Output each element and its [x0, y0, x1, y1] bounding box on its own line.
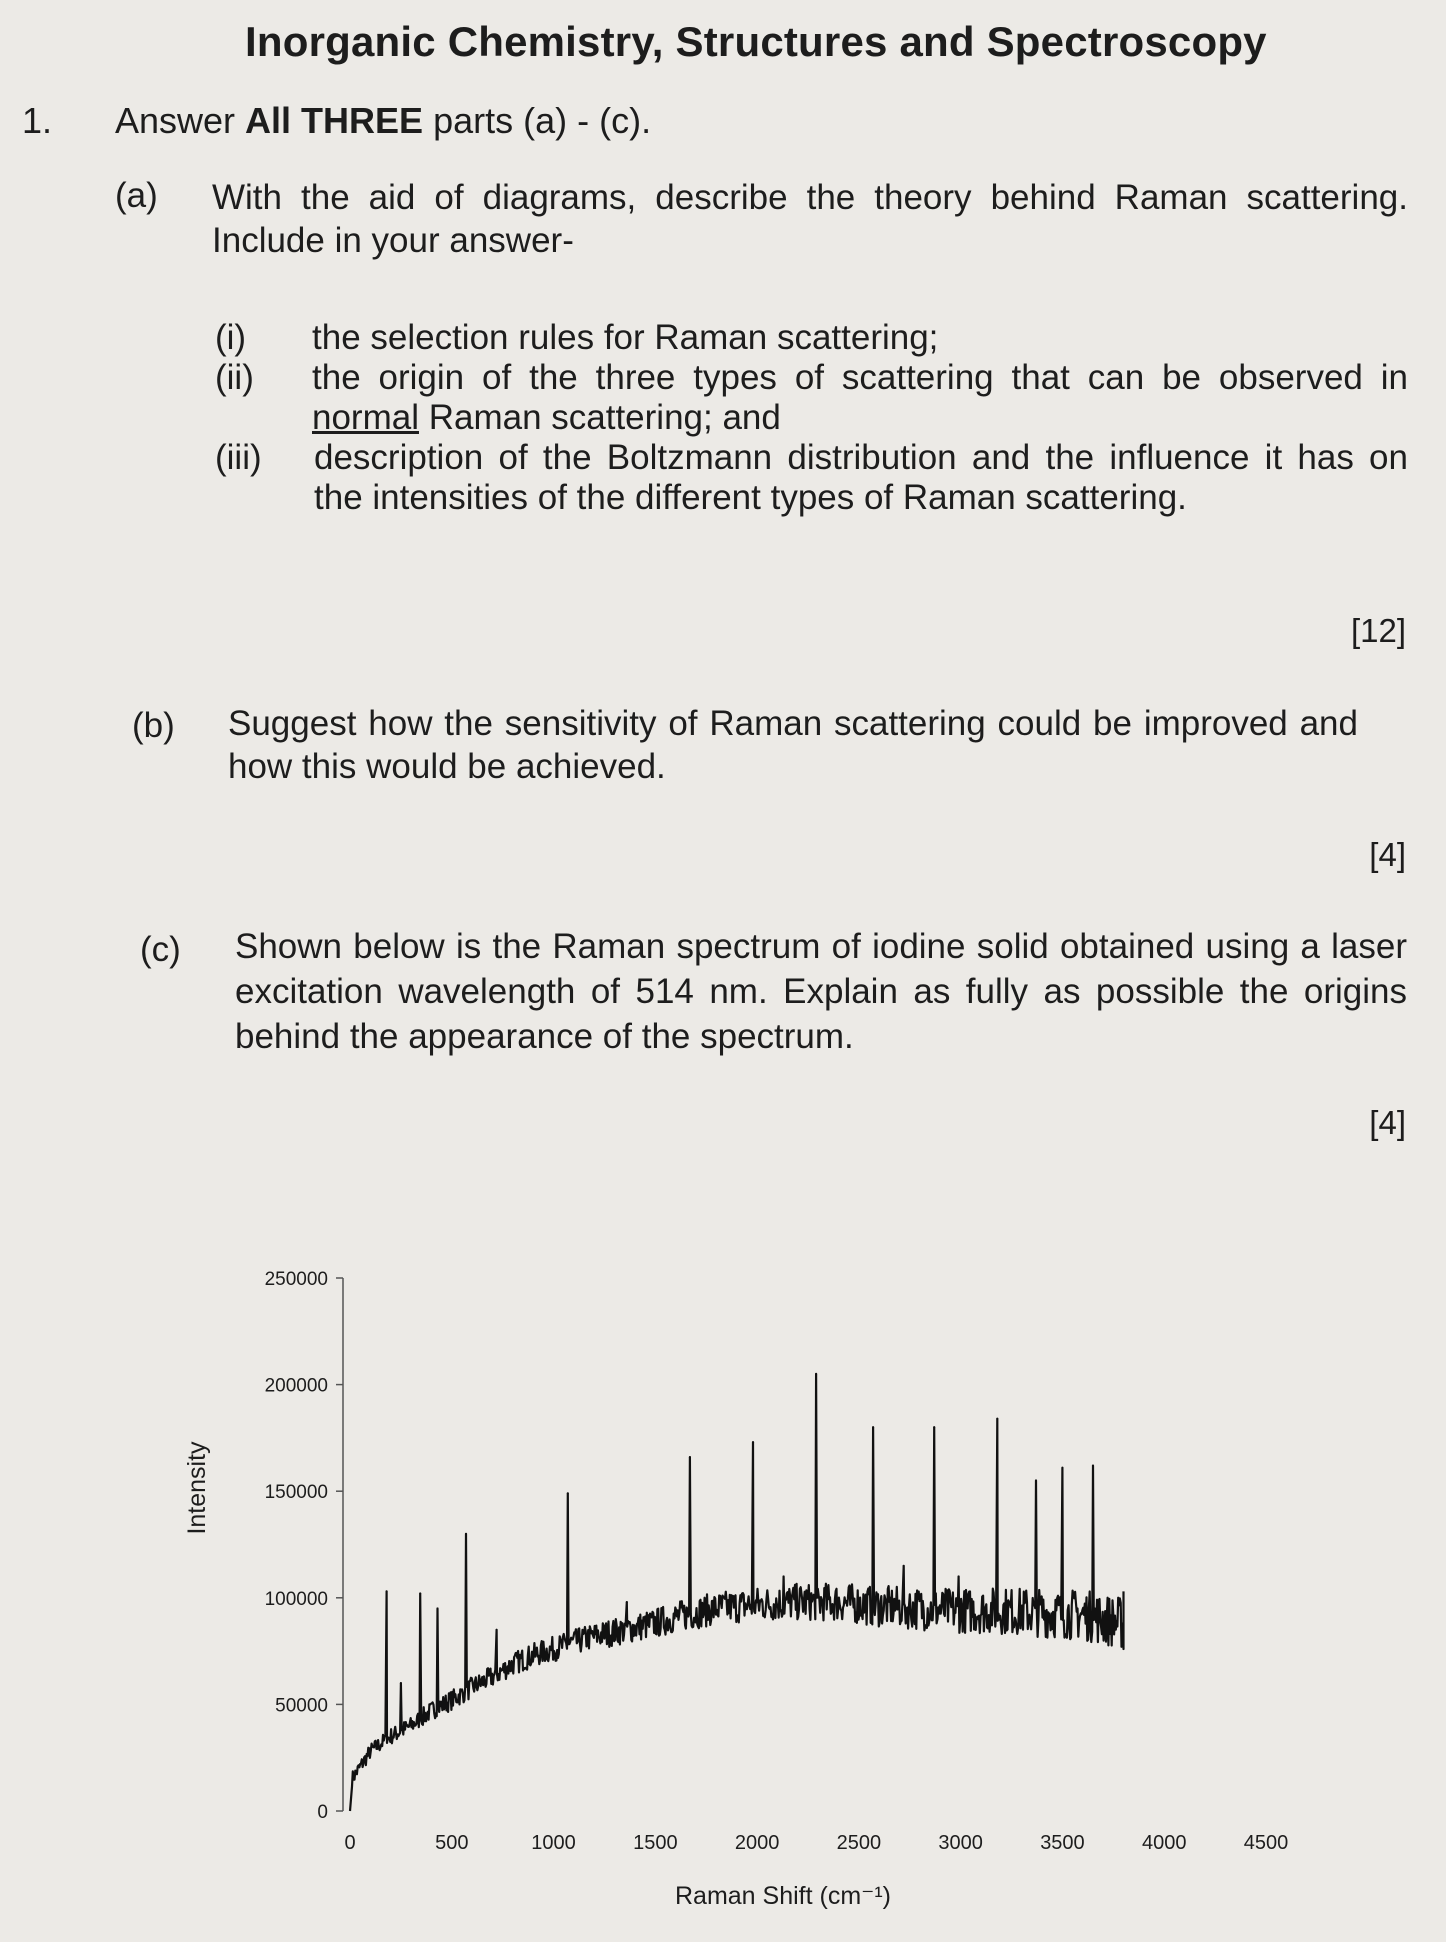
- instruction-bold: All THREE: [245, 100, 424, 141]
- spectrum-peak: [689, 1456, 691, 1458]
- part-a-item-iii-label: (iii): [215, 438, 262, 477]
- y-axis-label: Intensity: [183, 1441, 211, 1535]
- spectrum-peak: [958, 1575, 960, 1577]
- instruction-pre: Answer: [115, 100, 246, 141]
- spectrum-peak: [626, 1601, 628, 1603]
- spectrum-peak: [1061, 1467, 1063, 1469]
- y-tick-label: 200000: [264, 1375, 328, 1397]
- spectrum-peak: [465, 1533, 467, 1535]
- item-ii-underline: normal: [312, 398, 419, 437]
- part-a-item-i-label: (i): [215, 318, 247, 357]
- spectrum-peak: [437, 1607, 439, 1609]
- spectrum-peak: [386, 1590, 388, 1592]
- x-tick-label: 3500: [1040, 1832, 1085, 1854]
- part-c-marks: [4]: [1369, 1104, 1406, 1141]
- part-b-label: (b): [132, 706, 175, 745]
- spectrum-peak: [872, 1426, 874, 1428]
- spectrum-peak: [903, 1565, 905, 1567]
- y-tick-label: 0: [317, 1802, 328, 1823]
- spectrum-peak: [752, 1441, 754, 1443]
- part-b-marks: [4]: [1369, 836, 1406, 873]
- part-c-label: (c): [140, 930, 181, 969]
- part-a-item-iii-text: description of the Boltzmann distribution and the influence it has on the intensities of the different types of Raman scattering.: [314, 438, 1408, 517]
- instruction-post: parts (a) - (c).: [423, 100, 652, 141]
- x-tick-label: 2500: [836, 1832, 882, 1854]
- spectrum-peak: [400, 1682, 402, 1684]
- x-tick-label: 4500: [1243, 1832, 1289, 1854]
- page-title: Inorganic Chemistry, Structures and Spectroscopy: [245, 18, 1267, 65]
- spectrum-peak: [783, 1575, 785, 1577]
- y-tick-label: 50000: [275, 1695, 328, 1717]
- part-c-text: Shown below is the Raman spectrum of iodine solid obtained using a laser excitation wavelength of 514 nm. Explain as fully as possible the origins behind the appearance of the spectrum.: [235, 927, 1407, 1056]
- y-tick-label: 250000: [264, 1269, 328, 1290]
- spectrum-line: [350, 1374, 1124, 1811]
- spectrum-peak: [933, 1426, 935, 1428]
- x-tick-label: 1000: [531, 1832, 576, 1854]
- y-axis: [265, 1269, 343, 1823]
- spectrum-peak: [1035, 1480, 1037, 1482]
- spectrum-peak: [1092, 1465, 1094, 1467]
- spectrum-series: [350, 1373, 1124, 1811]
- spectrum-peak: [496, 1629, 498, 1631]
- x-axis-label: Raman Shift (cm⁻¹): [674, 1882, 892, 1910]
- x-tick-label: 1500: [633, 1832, 678, 1854]
- x-tick-label: 3000: [938, 1832, 983, 1854]
- part-a-label: (a): [115, 176, 158, 215]
- spectrum-peak: [567, 1492, 569, 1494]
- x-tick-label: 500: [435, 1832, 469, 1854]
- y-tick-label: 100000: [264, 1588, 328, 1610]
- item-ii-pre: the origin of the three types of scattering that can be observed in: [312, 358, 1408, 397]
- x-tick-label: 2000: [734, 1832, 780, 1854]
- y-tick-label: 150000: [264, 1482, 328, 1504]
- spectrum-peak: [815, 1373, 817, 1375]
- spectrum-peak: [996, 1418, 998, 1420]
- question-number: 1.: [22, 100, 53, 141]
- part-b-text: Suggest how the sensitivity of Raman scattering could be improved and how this would be achieved.: [228, 704, 1358, 786]
- part-a-marks: [12]: [1350, 612, 1406, 649]
- part-a-text: With the aid of diagrams, describe the theory behind Raman scattering. Include in your answer-: [212, 178, 1408, 260]
- x-tick-label: 0: [344, 1832, 356, 1854]
- spectrum-peak: [419, 1593, 421, 1595]
- x-tick-label: 4000: [1141, 1832, 1187, 1854]
- part-a-item-i-text: the selection rules for Raman scattering;: [312, 318, 939, 357]
- x-axis: [344, 1832, 1288, 1854]
- item-ii-post: Raman scattering; and: [418, 398, 781, 437]
- part-a-item-ii-label: (ii): [215, 358, 254, 397]
